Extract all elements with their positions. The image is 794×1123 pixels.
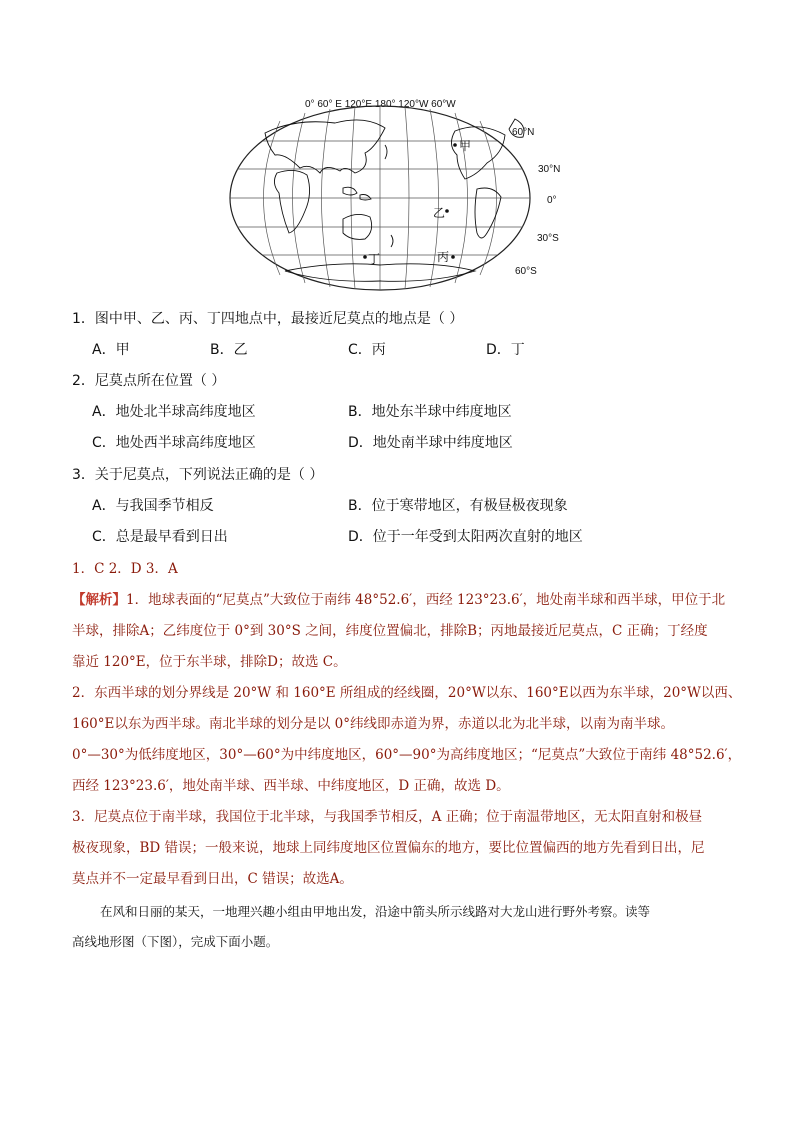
- map-label-30n: 30°N: [538, 164, 561, 175]
- point-ding-marker: [363, 255, 367, 259]
- analysis-p2-line3: 0°—30°为低纬度地区，30°—60°为中纬度地区，60°—90°为高纬度地区；“尼莫点”大致位于南纬 48°52.6′，: [72, 747, 742, 763]
- analysis-p1-line1-text: 1．地球表面的“尼莫点”大致位于南纬 48°52.6′，西经 123°23.6′，地处南半球和西半球，甲位于北: [126, 592, 726, 608]
- question-3-option-c: C．总是最早看到日出: [92, 529, 228, 545]
- point-yi-label: 乙: [433, 206, 446, 220]
- question-3-option-a: A．与我国季节相反: [92, 498, 214, 514]
- analysis-tag: 【解析】: [72, 592, 126, 608]
- point-yi-marker: [445, 209, 449, 213]
- point-ding-label: 丁: [368, 252, 381, 266]
- question-1-option-a: A．甲: [92, 342, 130, 358]
- intro-line1: 在风和日丽的某天，一地理兴趣小组由甲地出发，沿途中箭头所示线路对大龙山进行野外考察。读等: [100, 904, 651, 919]
- point-jia-label: 甲: [459, 139, 472, 153]
- question-2-option-c: C．地处西半球高纬度地区: [92, 435, 256, 451]
- point-jia-marker: [453, 143, 457, 147]
- analysis-p3-line2: 极夜现象，BD 错误；一般来说，地球上同纬度地区位置偏东的地方，要比位置偏西的地方先看到日出，尼: [72, 840, 705, 856]
- point-bing-label: 丙: [437, 250, 450, 264]
- point-bing-marker: [451, 255, 455, 259]
- intro-line2: 高线地形图（下图），完成下面小题。: [72, 934, 279, 949]
- map-label-60n: 60°N: [512, 127, 535, 138]
- analysis-p1-line3: 靠近 120°E，位于东半球，排除D；故选 C。: [72, 654, 347, 670]
- question-2-option-d: D．地处南半球中纬度地区: [348, 435, 513, 451]
- question-3-stem: 3．关于尼莫点，下列说法正确的是（ ）: [72, 467, 324, 483]
- question-3-option-b: B．位于寒带地区，有极昼极夜现象: [348, 498, 568, 514]
- question-1-option-b: B．乙: [210, 342, 248, 358]
- question-2-option-b: B．地处东半球中纬度地区: [348, 404, 512, 420]
- analysis-p2-line2: 160°E以东为西半球。南北半球的划分是以 0°纬线即赤道为界，赤道以北为北半球，以南为南半球。: [72, 716, 675, 732]
- question-1-option-d: D．丁: [486, 342, 525, 358]
- question-2-option-a: A．地处北半球高纬度地区: [92, 404, 256, 420]
- world-map-figure: [225, 93, 561, 303]
- analysis-p1-line2: 半球，排除A；乙纬度位于 0°到 30°S 之间，纬度位置偏北，排除B；丙地最接近尼莫点，C 正确；丁经度: [72, 623, 708, 639]
- question-2-stem: 2．尼莫点所在位置（ ）: [72, 373, 226, 389]
- analysis-p3-line3: 莫点并不一定最早看到日出，C 错误；故选A。: [72, 871, 353, 887]
- question-1-stem: 1．图中甲、乙、丙、丁四地点中，最接近尼莫点的地点是（ ）: [72, 311, 464, 327]
- answer-key: 1．C 2．D 3．A: [72, 561, 178, 577]
- world-map-svg: [225, 93, 561, 303]
- map-label-30s: 30°S: [537, 233, 559, 244]
- question-3-option-d: D．位于一年受到太阳两次直射的地区: [348, 529, 583, 545]
- map-label-60s: 60°S: [515, 266, 537, 277]
- question-1-option-c: C．丙: [348, 342, 386, 358]
- map-continents: [265, 119, 524, 281]
- analysis-p3-line1: 3．尼莫点位于南半球，我国位于北半球，与我国季节相反，A 正确；位于南温带地区，无太阳直射和极昼: [72, 809, 703, 825]
- map-label-0: 0°: [547, 195, 557, 206]
- analysis-p2-line4: 西经 123°23.6′，地处南半球、西半球、中纬度地区，D 正确，故选 D。: [72, 778, 510, 794]
- analysis-p1-line1: [72, 590, 732, 610]
- analysis-p2-line1: 2．东西半球的划分界线是 20°W 和 160°E 所组成的经线圈，20°W以东、160°E以西为东半球，20°W以西、: [72, 685, 742, 701]
- map-longitude-labels: 0° 60° E 120°E 180° 120°W 60°W: [305, 99, 456, 110]
